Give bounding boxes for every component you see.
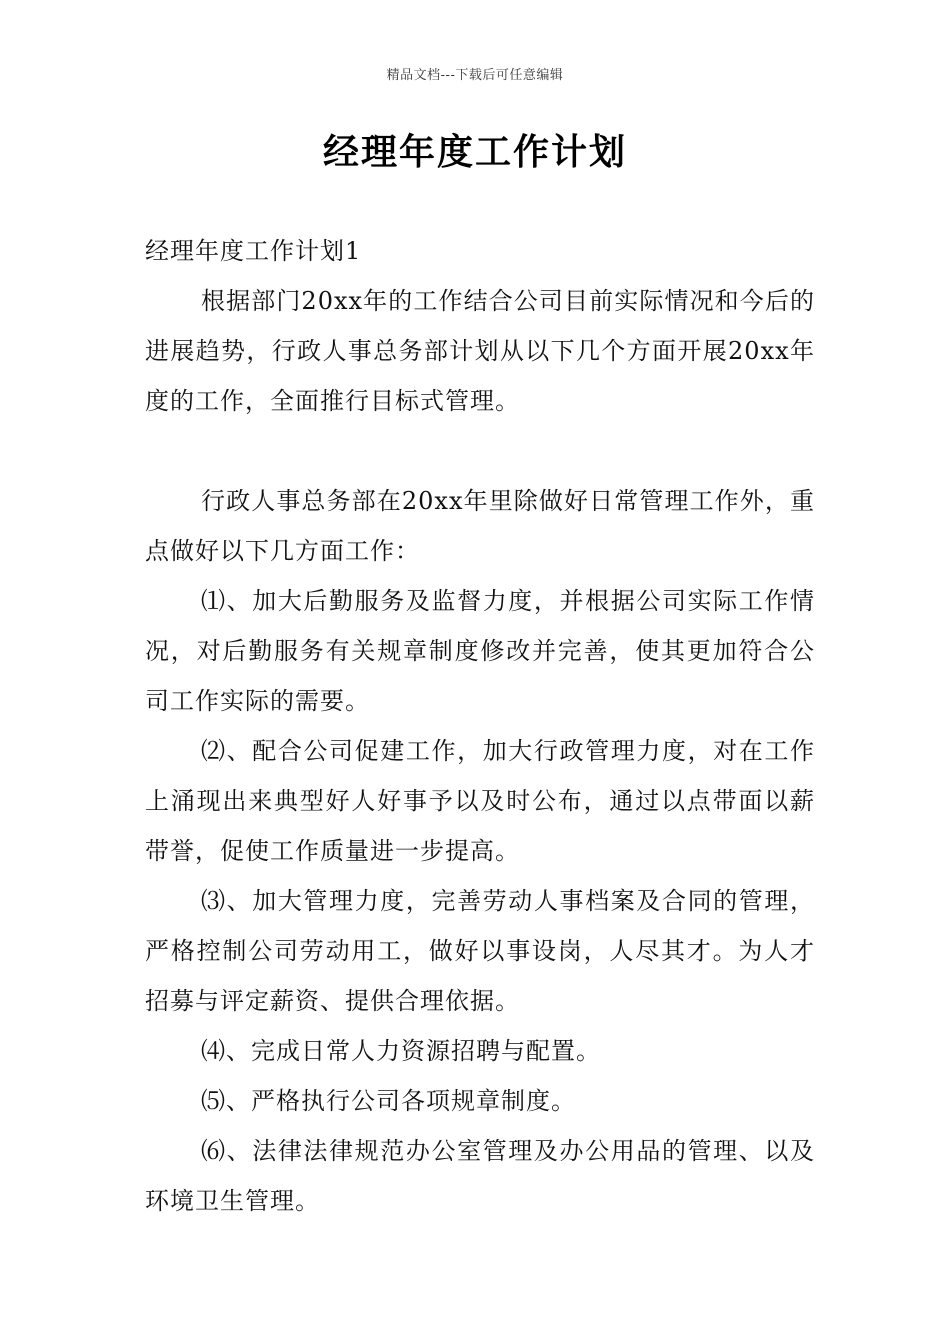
list-item-6: ⑹、法律法律规范办公室管理及办公用品的管理、以及环境卫生管理。 (145, 1137, 815, 1215)
paragraph-focus: 行政人事总务部在20xx年里除做好日常管理工作外，重点做好以下几方面工作： (145, 487, 815, 565)
document-body (145, 226, 815, 1226)
list-item-4: ⑷、完成日常人力资源招聘与配置。 (201, 1037, 601, 1065)
paragraph-spacer (145, 426, 815, 476)
document-title: 经理年度工作计划 (322, 131, 627, 173)
list-item-1: ⑴、加大后勤服务及监督力度，并根据公司实际工作情况，对后勤服务有关规章制度修改并完善，使其更加符合公司工作实际的需要。 (145, 587, 815, 715)
list-item-3: ⑶、加大管理力度，完善劳动人事档案及合同的管理，严格控制公司劳动用工，做好以事设岗，人尽其才。为人才招募与评定薪资、提供合理依据。 (145, 887, 815, 1015)
section-heading: 经理年度工作计划1 (145, 237, 362, 265)
list-item-2: ⑵、配合公司促建工作，加大行政管理力度，对在工作上涌现出来典型好人好事予以及时公布，通过以点带面以薪带誉，促使工作质量进一步提高。 (145, 737, 815, 865)
list-item-5: ⑸、严格执行公司各项规章制度。 (201, 1087, 576, 1115)
paragraph-intro: 根据部门20xx年的工作结合公司目前实际情况和今后的进展趋势，行政人事总务部计划从以下几个方面开展20xx年度的工作，全面推行目标式管理。 (145, 287, 815, 415)
page-header: 精品文档---下载后可任意编辑 (386, 68, 564, 83)
